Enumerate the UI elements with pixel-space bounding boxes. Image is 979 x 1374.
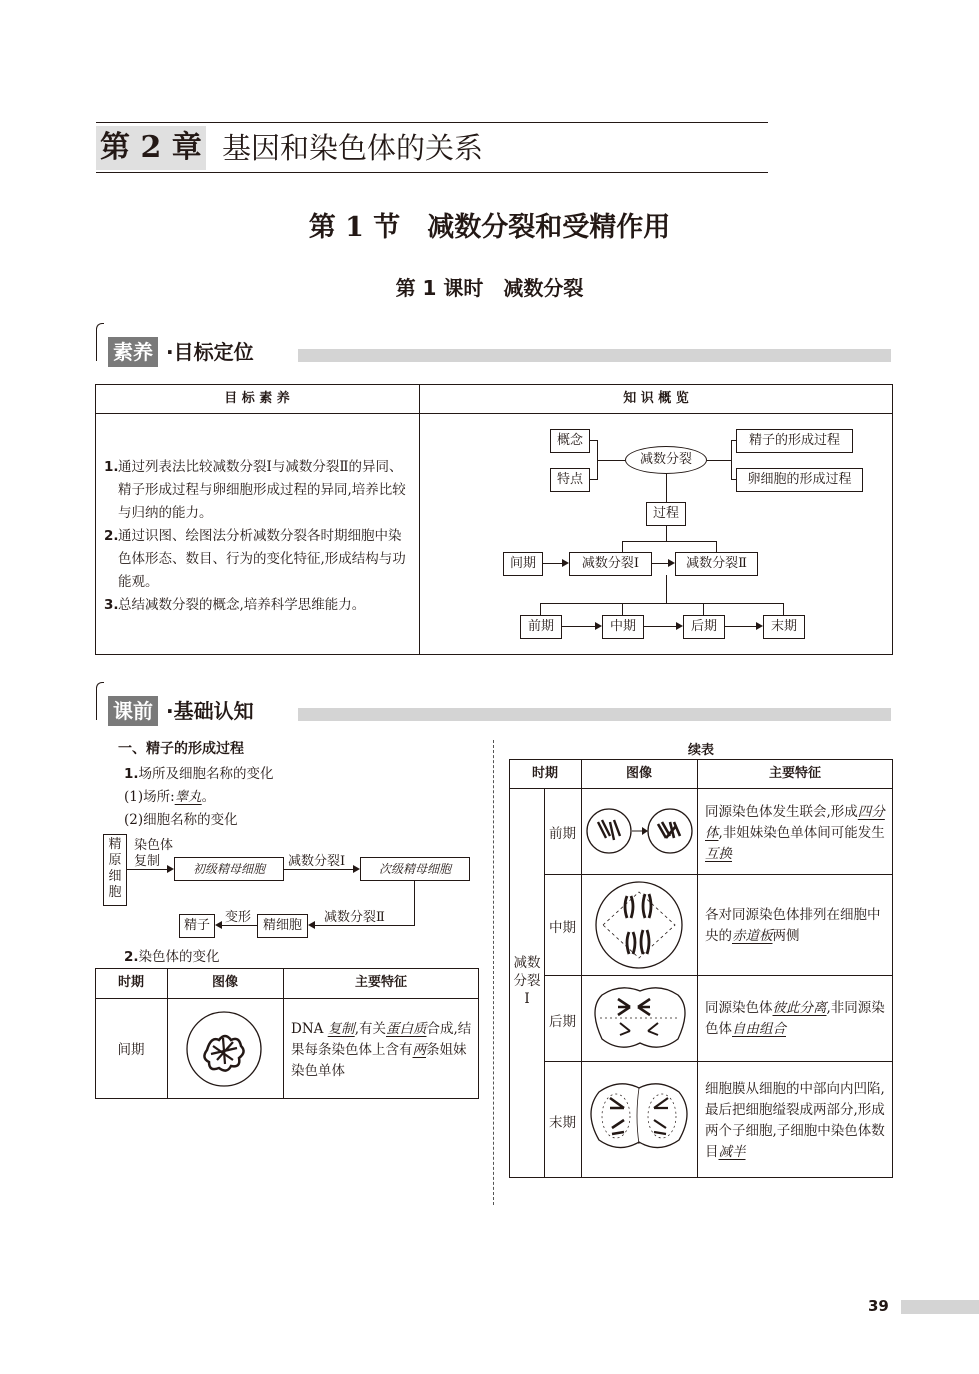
map-link bbox=[783, 603, 784, 615]
row-period-telophase: 末期 bbox=[549, 1115, 576, 1131]
flow-arrow-line bbox=[284, 869, 353, 870]
map-concept: 概念 bbox=[550, 429, 590, 453]
arrow-left-icon bbox=[308, 921, 315, 929]
section-name: ·基础认知 bbox=[166, 699, 254, 723]
goal-num: 1. bbox=[104, 459, 119, 475]
telophase-cell-image bbox=[584, 1080, 694, 1152]
goal-text: 总结减数分裂的概念,培养科学思维能力。 bbox=[118, 597, 366, 613]
p2-pre: (1)场所: bbox=[124, 789, 175, 805]
map-egg: 卵细胞的形成过程 bbox=[736, 468, 863, 492]
right-th-feature: 主要特征 bbox=[768, 766, 821, 781]
feat-text: 合成,结果每条染色体上含有 bbox=[291, 1021, 472, 1058]
arrow-right-icon bbox=[595, 622, 602, 630]
flow-step2: 减数分裂Ⅰ bbox=[288, 854, 346, 869]
metaphase-cell-image bbox=[593, 880, 685, 970]
map-link bbox=[590, 440, 598, 441]
goal-num: 3. bbox=[104, 597, 119, 613]
left-p3: (2)细胞名称的变化 bbox=[124, 812, 238, 828]
right-table-rule bbox=[544, 874, 893, 875]
feature-text: ,非同源染色体 bbox=[705, 1000, 885, 1037]
feat-text: 条姐妹染色单体 bbox=[291, 1042, 467, 1079]
feature-answer: 自由组合 bbox=[732, 1021, 786, 1037]
section-name: ·目标定位 bbox=[166, 340, 254, 364]
arrow-right-icon bbox=[562, 559, 569, 567]
map-link bbox=[622, 541, 623, 552]
row-period-prophase: 前期 bbox=[549, 826, 576, 842]
map-telophase: 末期 bbox=[763, 615, 805, 639]
goal-text: 通过列表法比较减数分裂Ⅰ与减数分裂Ⅱ的异同、精子形成过程与卵细胞形成过程的异同,培养比较与归纳的能力。 bbox=[118, 459, 406, 521]
goal-item bbox=[104, 456, 412, 525]
arrow-right-icon bbox=[756, 622, 763, 630]
left-table-rule bbox=[95, 998, 479, 999]
right-table-rule bbox=[544, 975, 893, 976]
section-bracket bbox=[96, 682, 104, 720]
flow-spermatid: 精细胞 bbox=[257, 914, 308, 938]
map-arrow-line bbox=[543, 563, 562, 564]
right-group-label: 减数分裂Ⅰ bbox=[513, 955, 541, 1007]
left-th-image: 图像 bbox=[211, 975, 238, 990]
chapter-label: 第 2 章 bbox=[96, 126, 206, 170]
map-center: 减数分裂 bbox=[625, 446, 707, 474]
left-th-feature: 主要特征 bbox=[354, 975, 407, 990]
map-arrow-line bbox=[725, 626, 756, 627]
flow-arrow-line bbox=[315, 925, 415, 926]
continued-caption: 续表 bbox=[687, 743, 714, 758]
map-anaphase: 后期 bbox=[683, 615, 725, 639]
map-link bbox=[666, 525, 667, 541]
left-td-period: 间期 bbox=[117, 1042, 145, 1058]
pre-section-header bbox=[96, 682, 891, 730]
map-sperm: 精子的形成过程 bbox=[736, 429, 853, 453]
flow-link bbox=[414, 880, 415, 925]
p2-answer: 睾丸 bbox=[174, 789, 202, 805]
section-title: 第 1 节 减数分裂和受精作用 bbox=[308, 212, 671, 243]
feature-answer: 赤道板 bbox=[732, 928, 773, 944]
section-bar bbox=[298, 708, 891, 721]
goals-list bbox=[104, 456, 412, 617]
chapter-title: 基因和染色体的关系 bbox=[222, 131, 484, 165]
page-number-bar bbox=[901, 1300, 979, 1314]
map-link bbox=[622, 603, 623, 615]
row-period-metaphase: 中期 bbox=[549, 920, 576, 936]
map-link bbox=[731, 440, 732, 480]
row-period-anaphase: 后期 bbox=[549, 1014, 576, 1030]
feat-answer: 两 bbox=[412, 1042, 426, 1058]
map-link bbox=[597, 460, 625, 461]
goal-item bbox=[104, 594, 412, 617]
goals-section-header bbox=[96, 323, 891, 371]
map-link bbox=[716, 541, 717, 552]
map-arrow-line bbox=[562, 626, 595, 627]
feature-text: 同源染色体发生联会,形成 bbox=[705, 804, 858, 820]
map-link bbox=[540, 603, 784, 604]
goals-col1-header: 目 标 素 养 bbox=[224, 391, 290, 406]
chapter-top-rule bbox=[96, 122, 768, 123]
row-feature-anaphase bbox=[705, 998, 887, 1040]
flow-spermatogonium: 精原细胞 bbox=[103, 834, 127, 906]
map-arrow-line bbox=[652, 563, 668, 564]
p4-text: 染色体的变化 bbox=[138, 949, 220, 965]
feature-answer: 彼此分离 bbox=[772, 1000, 827, 1016]
chapter-bottom-rule bbox=[96, 172, 768, 173]
column-divider bbox=[493, 740, 494, 1205]
map-link bbox=[707, 460, 731, 461]
left-heading: 一、精子的形成过程 bbox=[118, 741, 244, 757]
flow-arrow-line bbox=[127, 869, 167, 870]
right-table-rule bbox=[544, 1061, 893, 1062]
map-interphase: 间期 bbox=[503, 552, 543, 576]
flow-step1-line2: 复制 bbox=[134, 854, 161, 869]
feature-text: 细胞膜从细胞的中部向内凹陷,最后把细胞缢裂成两部分,形成两个子细胞,子细胞中染色体数目 bbox=[705, 1081, 885, 1160]
map-m2: 减数分裂Ⅱ bbox=[675, 552, 758, 576]
goals-col-divider bbox=[419, 384, 420, 655]
right-table-col bbox=[581, 759, 582, 1178]
flow-step1-line1: 染色体 bbox=[134, 838, 174, 853]
right-th-period: 时期 bbox=[531, 766, 558, 781]
feature-text: 两侧 bbox=[772, 928, 800, 944]
feature-text: ,非姐妹染色单体间可能发生 bbox=[718, 825, 885, 841]
map-metaphase: 中期 bbox=[602, 615, 644, 639]
map-prophase: 前期 bbox=[520, 615, 562, 639]
feat-text: DNA bbox=[291, 1021, 328, 1037]
feature-answer: 互换 bbox=[705, 846, 732, 862]
map-link bbox=[666, 575, 667, 603]
p1-text: 场所及细胞名称的变化 bbox=[138, 766, 274, 782]
right-table-col bbox=[697, 759, 698, 1178]
map-link bbox=[590, 479, 598, 480]
arrow-right-icon bbox=[676, 622, 683, 630]
arrow-left-icon bbox=[215, 921, 222, 929]
left-p1 bbox=[124, 762, 274, 782]
left-td-feature bbox=[291, 1019, 475, 1082]
goals-header-rule bbox=[95, 413, 893, 414]
interphase-cell-image bbox=[185, 1010, 263, 1088]
map-m1: 减数分裂Ⅰ bbox=[569, 552, 652, 576]
section-bar bbox=[298, 349, 891, 362]
section-tag: 素养 bbox=[108, 337, 158, 367]
row-feature-metaphase bbox=[705, 905, 887, 947]
feat-text: ,有关 bbox=[354, 1021, 386, 1037]
goals-col2-header: 知 识 概 览 bbox=[623, 391, 689, 406]
flow-primary: 初级精母细胞 bbox=[174, 857, 284, 881]
arrow-right-icon bbox=[668, 559, 675, 567]
flow-secondary: 次级精母细胞 bbox=[360, 857, 470, 881]
row-feature-telophase bbox=[705, 1079, 887, 1163]
left-p4 bbox=[124, 945, 220, 965]
flow-step4: 变形 bbox=[225, 910, 252, 925]
section-bracket bbox=[96, 323, 104, 361]
left-th-period: 时期 bbox=[117, 975, 144, 990]
map-arrow-line bbox=[644, 626, 676, 627]
map-link bbox=[540, 603, 541, 615]
map-link bbox=[703, 603, 704, 615]
flow-step3: 减数分裂Ⅱ bbox=[324, 910, 385, 925]
map-process: 过程 bbox=[646, 502, 686, 526]
lesson-title: 第 1 课时 减数分裂 bbox=[395, 276, 584, 300]
goal-num: 2. bbox=[104, 528, 119, 544]
feat-answer: 蛋白质 bbox=[385, 1021, 427, 1037]
page-number: 39 bbox=[868, 1297, 889, 1315]
goal-item bbox=[104, 525, 412, 594]
right-th-image: 图像 bbox=[625, 766, 652, 781]
feature-text: 各对同源染色体排列在细胞中央的 bbox=[705, 907, 881, 944]
row-feature-prophase bbox=[705, 802, 887, 865]
goal-text: 通过识图、绘图法分析减数分裂各时期细胞中染色体形态、数目、行为的变化特征,形成结构与功能观。 bbox=[118, 528, 406, 590]
p2-post: 。 bbox=[201, 789, 216, 805]
feature-answer: 四分体 bbox=[705, 804, 885, 841]
prophase-cell-image bbox=[584, 800, 694, 862]
arrow-right-icon bbox=[167, 865, 174, 873]
map-feature: 特点 bbox=[550, 468, 590, 492]
anaphase-cell-image bbox=[588, 985, 692, 1051]
flow-arrow-line bbox=[222, 925, 257, 926]
p4-num: 2. bbox=[124, 949, 139, 965]
right-table-rule bbox=[509, 788, 893, 789]
arrow-right-icon bbox=[353, 865, 360, 873]
map-link bbox=[666, 474, 667, 502]
feature-answer: 减半 bbox=[718, 1144, 746, 1160]
section-tag: 课前 bbox=[108, 696, 158, 726]
flow-sperm: 精子 bbox=[179, 914, 215, 938]
feature-text: 同源染色体 bbox=[705, 1000, 773, 1016]
left-p2 bbox=[124, 785, 215, 805]
map-link bbox=[622, 541, 717, 542]
feat-answer: 复制 bbox=[327, 1021, 355, 1037]
p1-num: 1. bbox=[124, 766, 139, 782]
